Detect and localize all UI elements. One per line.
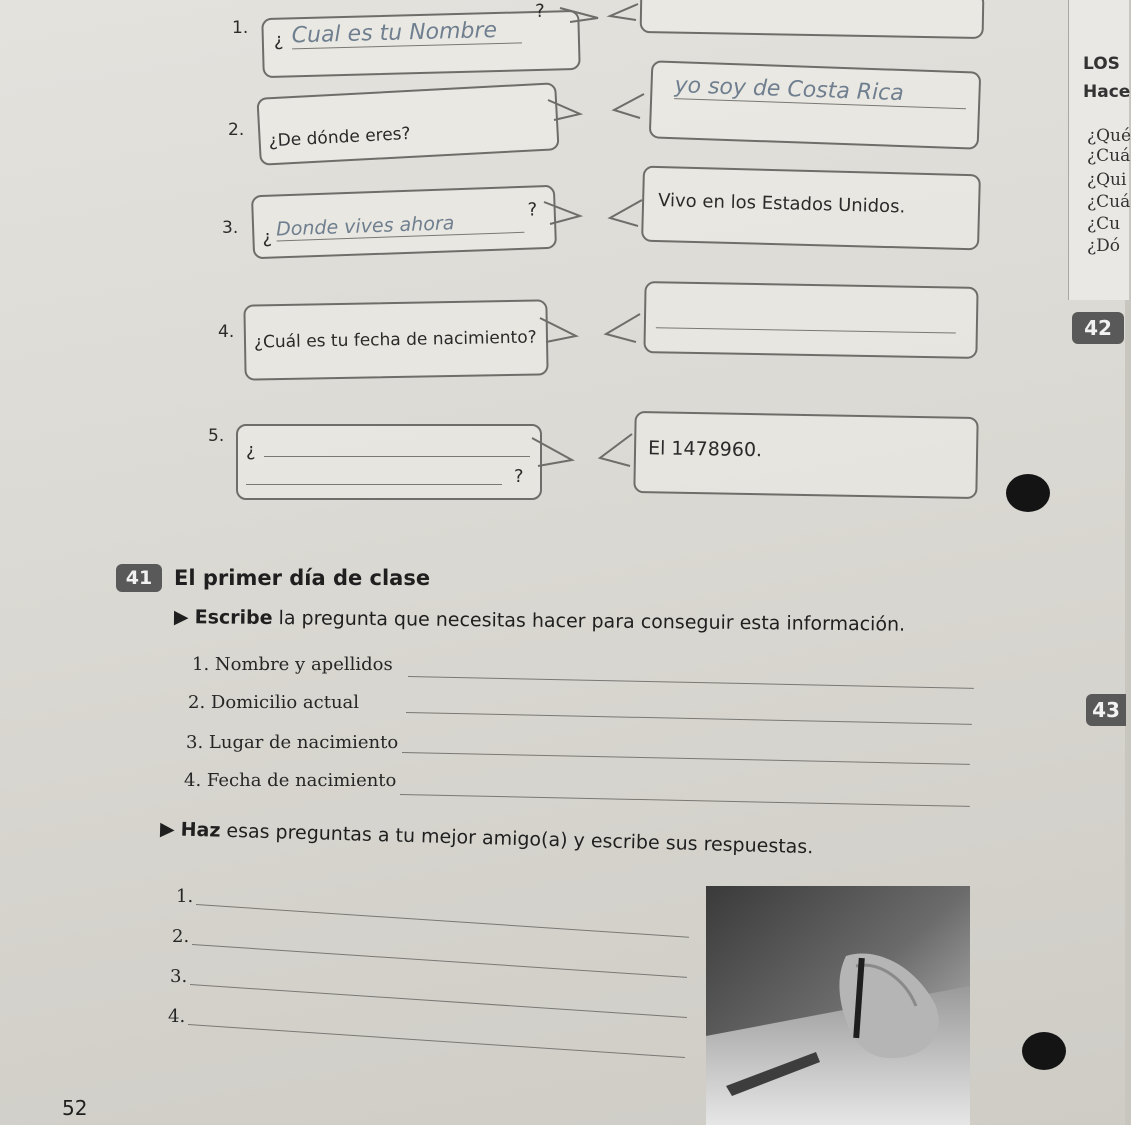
answer-line-1[interactable] bbox=[196, 904, 689, 938]
exercise-41-instruction bbox=[174, 606, 905, 636]
instruction-2-text: esas preguntas a tu mejor amigo(a) y escribe sus respuestas. bbox=[220, 819, 814, 859]
item-4-answer-line[interactable] bbox=[656, 327, 956, 333]
item-2-answer-bubble bbox=[649, 60, 982, 149]
item-4-question-bubble bbox=[243, 299, 548, 380]
side-subtitle: Hace bbox=[1083, 82, 1131, 102]
info-item-3-answer-line[interactable] bbox=[402, 752, 970, 765]
item-4-question: ¿Cuál es tu fecha de nacimiento? bbox=[253, 327, 537, 353]
info-item-4-answer-line[interactable] bbox=[400, 794, 970, 807]
instruction-verb: Escribe bbox=[194, 606, 273, 630]
item-2-number: 2. bbox=[228, 120, 245, 140]
item-1-prefix: ¿ bbox=[273, 29, 284, 51]
item-2-question: ¿De dónde eres? bbox=[268, 123, 412, 152]
item-2-bubble-tail bbox=[548, 88, 648, 128]
item-5-answer-bubble bbox=[633, 411, 978, 499]
answer-number-2: 2. bbox=[172, 926, 190, 947]
item-3-question-bubble bbox=[251, 185, 557, 260]
item-3-bubble-tail bbox=[544, 190, 644, 234]
item-2-handwritten-answer[interactable]: yo soy de Costa Rica bbox=[674, 73, 967, 109]
item-5-reply: El 1478960. bbox=[647, 437, 763, 462]
side-question-3: ¿Qui bbox=[1087, 170, 1127, 190]
item-5-prefix: ¿ bbox=[246, 440, 256, 461]
item-2-question-bubble bbox=[256, 82, 559, 166]
item-4-bubble-tail bbox=[540, 308, 644, 352]
answer-number-3: 3. bbox=[170, 966, 188, 987]
item-1-number: 1. bbox=[232, 18, 249, 38]
item-5-number: 5. bbox=[208, 426, 225, 446]
info-item-3: 3. Lugar de nacimiento bbox=[186, 732, 399, 753]
side-question-5: ¿Cu bbox=[1087, 214, 1121, 234]
item-5-question-line-2[interactable] bbox=[246, 484, 502, 485]
instruction-arrow-icon: ▶ bbox=[173, 606, 195, 629]
item-5-question-bubble bbox=[236, 424, 542, 500]
next-page-strip-top bbox=[1068, 0, 1129, 300]
item-3-answer-bubble bbox=[641, 166, 981, 251]
instruction-2-verb: Haz bbox=[180, 818, 221, 842]
writing-hand-photo bbox=[706, 886, 970, 1125]
binder-hole-lower bbox=[1022, 1032, 1066, 1070]
side-title: LOS bbox=[1083, 54, 1120, 74]
item-3-number: 3. bbox=[222, 218, 239, 238]
item-5-question-line-1[interactable] bbox=[264, 456, 530, 457]
item-3-suffix: ? bbox=[527, 199, 538, 221]
answer-number-4: 4. bbox=[168, 1006, 186, 1027]
item-1-answer-bubble bbox=[640, 0, 985, 39]
badge-43: 43 bbox=[1086, 694, 1126, 726]
info-item-1: 1. Nombre y apellidos bbox=[192, 654, 393, 675]
side-question-2: ¿Cuá bbox=[1087, 146, 1131, 166]
item-3-prefix: ¿ bbox=[262, 226, 273, 248]
side-question-4: ¿Cuá bbox=[1087, 192, 1131, 212]
binder-hole-upper bbox=[1006, 474, 1050, 512]
item-1-suffix: ? bbox=[534, 0, 546, 22]
info-item-2-answer-line[interactable] bbox=[406, 712, 972, 725]
item-1-handwritten-question[interactable]: Cual es tu Nombre bbox=[291, 17, 522, 49]
item-4-answer-bubble bbox=[643, 281, 978, 359]
item-4-number: 4. bbox=[218, 322, 235, 342]
item-5-bubble-tail bbox=[532, 424, 636, 476]
answer-line-3[interactable] bbox=[190, 984, 687, 1018]
item-1-bubble-tail bbox=[560, 0, 640, 30]
instruction-2-arrow-icon: ▶ bbox=[159, 818, 181, 841]
page-number: 52 bbox=[62, 1096, 88, 1120]
info-item-2: 2. Domicilio actual bbox=[188, 692, 360, 713]
side-question-6: ¿Dó bbox=[1087, 236, 1120, 256]
exercise-41-badge: 41 bbox=[116, 564, 162, 592]
item-3-handwritten-question[interactable]: Donde vives ahora bbox=[276, 210, 525, 242]
item-1-question-bubble bbox=[261, 0, 580, 78]
item-3-reply: Vivo en los Estados Unidos. bbox=[657, 189, 906, 218]
info-item-1-answer-line[interactable] bbox=[408, 676, 974, 689]
answer-line-4[interactable] bbox=[188, 1024, 685, 1058]
badge-42: 42 bbox=[1072, 312, 1124, 344]
exercise-41-title: El primer día de clase bbox=[174, 566, 431, 590]
answer-number-1: 1. bbox=[176, 886, 194, 907]
answer-line-2[interactable] bbox=[192, 944, 687, 978]
info-item-4: 4. Fecha de nacimiento bbox=[184, 770, 397, 791]
side-question-1: ¿Qué bbox=[1087, 126, 1131, 146]
instruction-text: la pregunta que necesitas hacer para conseguir esta información. bbox=[272, 607, 906, 636]
item-5-suffix: ? bbox=[514, 466, 524, 487]
exercise-41-instruction-2 bbox=[160, 818, 814, 858]
